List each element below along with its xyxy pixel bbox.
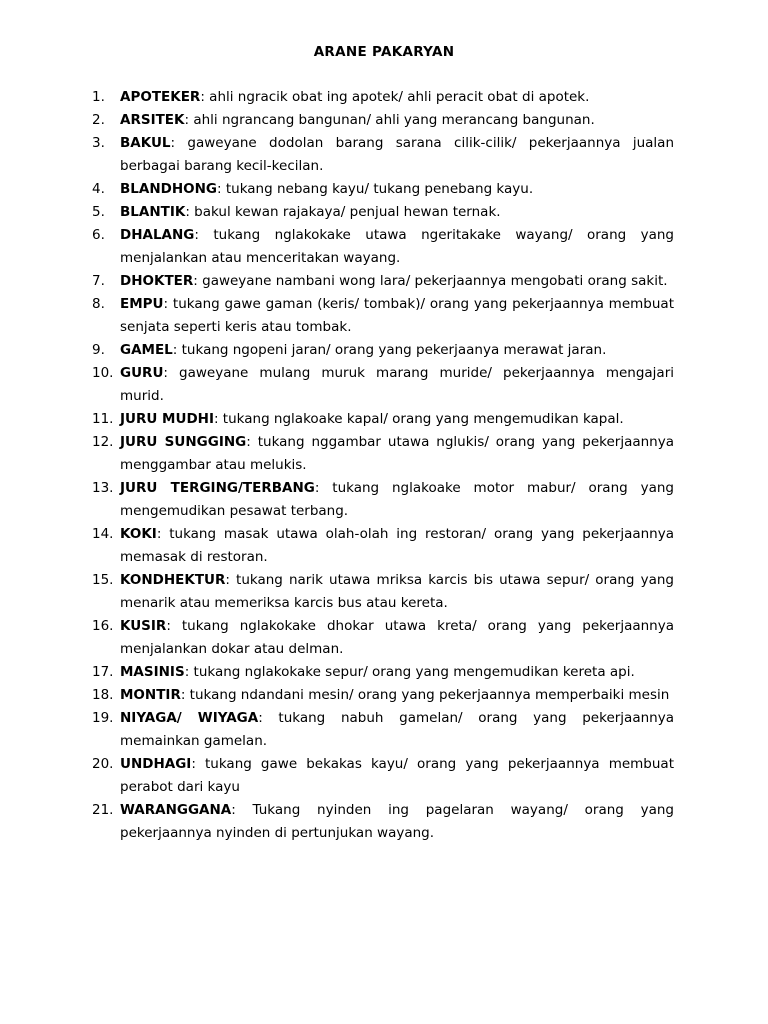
item-number: 12. bbox=[92, 434, 114, 450]
list-item bbox=[92, 615, 674, 661]
item-number: 19. bbox=[92, 710, 114, 726]
item-term: BLANTIK bbox=[120, 204, 186, 220]
list-item bbox=[92, 684, 674, 707]
list-item bbox=[92, 339, 674, 362]
item-definition: : tukang gawe bekakas kayu/ orang yang pekerjaannya membuat perabot dari kayu bbox=[120, 756, 674, 795]
item-number: 15. bbox=[92, 572, 114, 588]
list-item bbox=[92, 293, 674, 339]
item-number: 5. bbox=[92, 204, 105, 220]
item-number: 10. bbox=[92, 365, 114, 381]
item-number: 20. bbox=[92, 756, 114, 772]
list-item bbox=[92, 408, 674, 431]
list-item bbox=[92, 270, 674, 293]
item-term: KUSIR bbox=[120, 618, 167, 634]
item-term: BLANDHONG bbox=[120, 181, 217, 197]
item-term: JURU MUDHI bbox=[120, 411, 214, 427]
item-term: KOKI bbox=[120, 526, 157, 542]
item-term: ARSITEK bbox=[120, 112, 185, 128]
occupation-list bbox=[92, 86, 674, 845]
list-item bbox=[92, 799, 674, 845]
item-term: MASINIS bbox=[120, 664, 185, 680]
item-number: 18. bbox=[92, 687, 114, 703]
item-term: BAKUL bbox=[120, 135, 171, 151]
item-definition: : ahli ngracik obat ing apotek/ ahli peracit obat di apotek. bbox=[200, 89, 590, 105]
item-term: EMPU bbox=[120, 296, 164, 312]
item-definition: : tukang nglakoake motor mabur/ orang yang mengemudikan pesawat terbang. bbox=[120, 480, 674, 519]
item-definition: : tukang nebang kayu/ tukang penebang kayu. bbox=[217, 181, 534, 197]
item-definition: : tukang gawe gaman (keris/ tombak)/ orang yang pekerjaannya membuat senjata seperti keris atau tombak. bbox=[120, 296, 674, 335]
item-term: JURU SUNGGING bbox=[120, 434, 247, 450]
item-definition: : tukang nglakoake kapal/ orang yang mengemudikan kapal. bbox=[213, 411, 624, 427]
list-item bbox=[92, 569, 674, 615]
item-number: 14. bbox=[92, 526, 114, 542]
item-number: 13. bbox=[92, 480, 114, 496]
item-definition: : tukang nggambar utawa nglukis/ orang yang pekerjaannya menggambar atau melukis. bbox=[120, 434, 674, 473]
item-term: DHALANG bbox=[120, 227, 195, 243]
item-definition: : tukang narik utawa mriksa karcis bis utawa sepur/ orang yang menarik atau memeriksa karcis bus atau kereta. bbox=[120, 572, 674, 611]
item-term: NIYAGA/ WIYAGA bbox=[120, 710, 259, 726]
item-definition: : bakul kewan rajakaya/ penjual hewan ternak. bbox=[185, 204, 501, 220]
item-definition: : tukang ndandani mesin/ orang yang pekerjaannya memperbaiki mesin bbox=[180, 687, 670, 703]
item-definition: : tukang ngopeni jaran/ orang yang pekerjaanya merawat jaran. bbox=[172, 342, 607, 358]
document-title: ARANE PAKARYAN bbox=[313, 44, 455, 60]
item-term: KONDHEKTUR bbox=[120, 572, 226, 588]
item-term: APOTEKER bbox=[120, 89, 201, 105]
item-term: DHOKTER bbox=[120, 273, 194, 289]
item-number: 6. bbox=[92, 227, 105, 243]
item-definition: : tukang nabuh gamelan/ orang yang pekerjaannya memainkan gamelan. bbox=[120, 710, 674, 749]
item-definition: : tukang nglakokake sepur/ orang yang mengemudikan kereta api. bbox=[184, 664, 635, 680]
item-definition: : ahli ngrancang bangunan/ ahli yang merancang bangunan. bbox=[184, 112, 595, 128]
item-number: 4. bbox=[92, 181, 105, 197]
item-definition: : Tukang nyinden ing pagelaran wayang/ orang yang pekerjaannya nyinden di pertunjukan wayang. bbox=[120, 802, 674, 841]
item-number: 16. bbox=[92, 618, 114, 634]
item-definition: : tukang masak utawa olah-olah ing restoran/ orang yang pekerjaannya memasak di restoran. bbox=[120, 526, 674, 565]
item-number: 9. bbox=[92, 342, 105, 358]
list-item bbox=[92, 753, 674, 799]
list-item bbox=[92, 707, 674, 753]
item-definition: : tukang nglakokake dhokar utawa kreta/ orang yang pekerjaannya menjalankan dokar atau delman. bbox=[120, 618, 674, 657]
list-item bbox=[92, 86, 674, 109]
list-item bbox=[92, 523, 674, 569]
item-term: GURU bbox=[120, 365, 164, 381]
item-number: 2. bbox=[92, 112, 105, 128]
item-number: 21. bbox=[92, 802, 114, 818]
item-term: JURU TERGING/TERBANG bbox=[120, 480, 315, 496]
item-number: 17. bbox=[92, 664, 114, 680]
item-definition: : gaweyane nambani wong lara/ pekerjaannya mengobati orang sakit. bbox=[193, 273, 668, 289]
item-number: 11. bbox=[92, 411, 114, 427]
list-item bbox=[92, 178, 674, 201]
item-term: UNDHAGI bbox=[120, 756, 192, 772]
list-item bbox=[92, 224, 674, 270]
item-number: 7. bbox=[92, 273, 105, 289]
list-item bbox=[92, 477, 674, 523]
item-definition: : tukang nglakokake utawa ngeritakake wayang/ orang yang menjalankan atau menceritakan wayang. bbox=[120, 227, 674, 266]
item-definition: : gaweyane dodolan barang sarana cilik-cilik/ pekerjaannya jualan berbagai barang kecil-kecilan. bbox=[120, 135, 674, 174]
list-item bbox=[92, 661, 674, 684]
list-item bbox=[92, 431, 674, 477]
item-definition: : gaweyane mulang muruk marang muride/ pekerjaannya mengajari murid. bbox=[120, 365, 674, 404]
list-item bbox=[92, 132, 674, 178]
item-number: 3. bbox=[92, 135, 105, 151]
list-item bbox=[92, 201, 674, 224]
item-term: GAMEL bbox=[120, 342, 173, 358]
item-number: 8. bbox=[92, 296, 105, 312]
item-number: 1. bbox=[92, 89, 105, 105]
list-item bbox=[92, 362, 674, 408]
item-term: WARANGGANA bbox=[120, 802, 232, 818]
list-item bbox=[92, 109, 674, 132]
item-term: MONTIR bbox=[120, 687, 181, 703]
